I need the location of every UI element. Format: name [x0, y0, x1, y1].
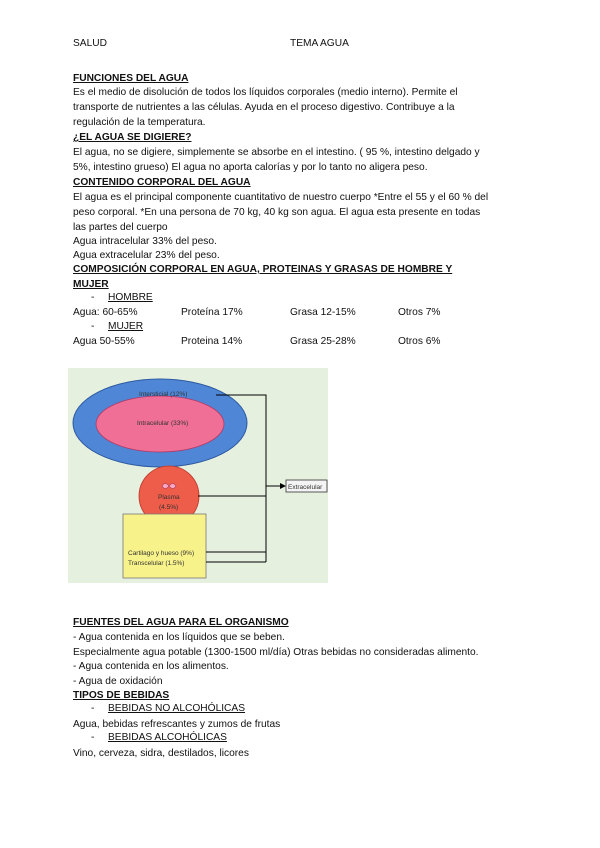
- no-alcoholicas-label: BEBIDAS NO ALCOHÓLICAS: [108, 703, 246, 714]
- mujer-otros: Otros 6%: [398, 336, 441, 347]
- section-title-bebidas: TIPOS DE BEBIDAS: [73, 690, 170, 701]
- digiere-line-2: 5%, intestino grueso) El agua no aporta calorías y por lo tanto no aligera peso.: [73, 162, 428, 173]
- plasma-pct-label: (4.5%): [159, 504, 179, 511]
- digiere-line-1: El agua, no se digiere, simplemente se absorbe en el intestino. ( 95 %, intestino delgado y: [73, 147, 480, 158]
- intracellular-label: Intracelular (33%): [137, 420, 189, 427]
- fuentes-line-1: - Agua contenida en los líquidos que se beben.: [73, 632, 285, 643]
- hombre-agua: Agua: 60-65%: [73, 307, 138, 318]
- mujer-proteina: Proteina 14%: [181, 336, 243, 347]
- section-title-fuentes: FUENTES DEL AGUA PARA EL ORGANISMO: [73, 617, 289, 628]
- section-title-contenido: CONTENIDO CORPORAL DEL AGUA: [73, 177, 251, 188]
- mujer-grasa: Grasa 25-28%: [290, 336, 356, 347]
- hombre-otros: Otros 7%: [398, 307, 441, 318]
- hombre-proteina: Proteína 17%: [181, 307, 243, 318]
- transcellular-label: Transcelular (1.5%): [128, 560, 185, 567]
- mujer-label: MUJER: [108, 321, 144, 332]
- fuentes-line-3: - Agua contenida en los alimentos.: [73, 661, 229, 672]
- no-alcoholicas-bullet: -: [91, 703, 95, 714]
- fuentes-line-4: - Agua de oxidación: [73, 676, 163, 687]
- funciones-line-2: transporte de nutrientes a las células. Ayuda en el proceso digestivo. Contribuye a la: [73, 102, 455, 113]
- funciones-line-1: Es el medio de disolución de todos los líquidos corporales (medio interno). Permite el: [73, 87, 458, 98]
- hombre-grasa: Grasa 12-15%: [290, 307, 356, 318]
- cartilage-box: [123, 514, 206, 578]
- contenido-line-5: Agua extracelular 23% del peso.: [73, 250, 220, 261]
- contenido-line-2: peso corporal. *En una persona de 70 kg, 40 kg son agua. El agua esta presente en todas: [73, 207, 481, 218]
- hombre-label: HOMBRE: [108, 292, 153, 303]
- contenido-line-1: El agua es el principal componente cuantitativo de nuestro cuerpo *Entre el 55 y el 60 % del: [73, 192, 489, 203]
- no-alcoholicas-text: Agua, bebidas refrescantes y zumos de frutas: [73, 719, 281, 730]
- mujer-bullet: -: [91, 321, 95, 332]
- body-water-diagram: [68, 368, 328, 583]
- header-center: TEMA AGUA: [290, 38, 349, 49]
- section-title-funciones: FUNCIONES DEL AGUA: [73, 73, 189, 84]
- cartilage-label: Cartilago y hueso (9%): [128, 550, 195, 557]
- header-left: SALUD: [73, 38, 107, 49]
- section-title-composicion-1: COMPOSICIÓN CORPORAL EN AGUA, PROTEINAS Y GRASAS DE HOMBRE Y: [73, 264, 453, 275]
- connector-arrowhead: [280, 483, 286, 489]
- alcoholicas-bullet: -: [91, 732, 95, 743]
- alcoholicas-label: BEBIDAS ALCOHÓLICAS: [108, 732, 227, 743]
- extracellular-label: Extracelular: [288, 484, 323, 491]
- funciones-line-3: regulación de la temperatura.: [73, 117, 206, 128]
- plasma-label: Plasma: [158, 494, 180, 501]
- fuentes-line-2: Especialmente agua potable (1300-1500 ml/día) Otras bebidas no consideradas alimento.: [73, 647, 479, 658]
- contenido-line-4: Agua intracelular 33% del peso.: [73, 236, 217, 247]
- contenido-line-3: las partes del cuerpo: [73, 222, 168, 233]
- mujer-agua: Agua 50-55%: [73, 336, 135, 347]
- section-title-composicion-2: MUJER: [73, 279, 109, 290]
- hombre-bullet: -: [91, 292, 95, 303]
- alcoholicas-text: Vino, cerveza, sidra, destilados, licores: [73, 748, 249, 759]
- section-title-digiere: ¿EL AGUA SE DIGIERE?: [73, 132, 192, 143]
- interstitial-label: Intersticial (12%): [139, 391, 188, 398]
